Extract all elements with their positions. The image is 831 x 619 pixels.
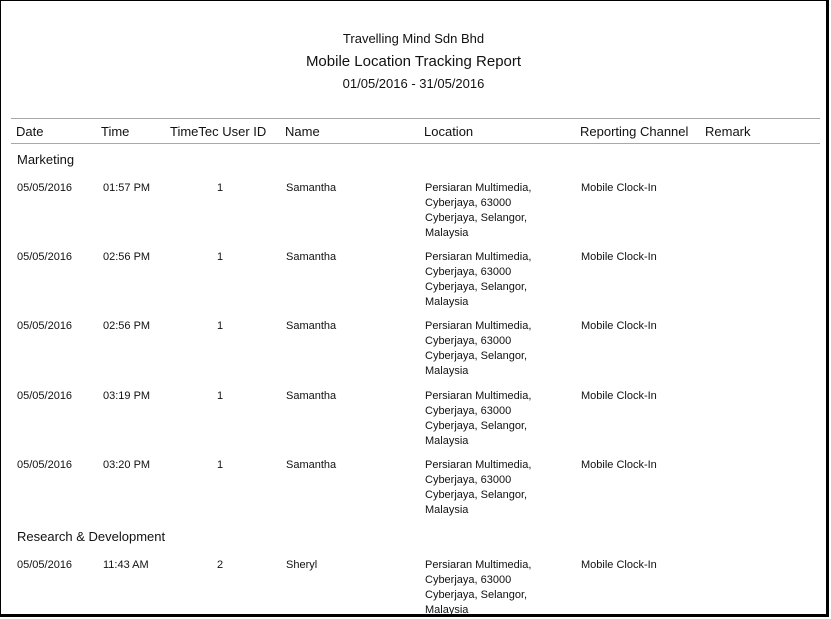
cell-reporting-channel: Mobile Clock-In <box>581 559 657 571</box>
cell-time: 03:20 PM <box>103 459 151 471</box>
cell-name: Sheryl <box>286 559 318 571</box>
cell-time: 03:19 PM <box>103 390 151 402</box>
cell-user-id: 1 <box>216 390 224 402</box>
cell-name: Samantha <box>286 320 337 332</box>
cell-time: 02:56 PM <box>103 320 151 332</box>
col-remark: Remark <box>705 124 751 139</box>
cell-location <box>425 389 565 449</box>
cell-date: 05/05/2016 <box>17 559 73 571</box>
cell-location <box>425 319 565 379</box>
location-line: Persiaran Multimedia, <box>425 251 532 263</box>
cell-user-id: 2 <box>216 559 224 571</box>
location-line: Persiaran Multimedia, <box>425 390 532 402</box>
location-line: Cyberjaya, Selangor, <box>425 489 528 501</box>
location-line: Cyberjaya, 63000 <box>425 405 512 417</box>
location-line: Persiaran Multimedia, <box>425 320 532 332</box>
cell-location <box>425 558 565 617</box>
location-line: Cyberjaya, Selangor, <box>425 589 528 601</box>
col-date: Date <box>16 124 44 139</box>
cell-date: 05/05/2016 <box>17 251 73 263</box>
cell-name: Samantha <box>286 182 337 194</box>
location-line: Malaysia <box>425 435 469 447</box>
location-line: Malaysia <box>425 365 469 377</box>
location-line: Cyberjaya, Selangor, <box>425 212 528 224</box>
cell-location <box>425 181 565 241</box>
group-title: Research & Development <box>17 529 166 544</box>
col-user-id: TimeTec User ID <box>170 124 267 139</box>
cell-location <box>425 250 565 310</box>
cell-date: 05/05/2016 <box>17 459 73 471</box>
cell-time: 02:56 PM <box>103 251 151 263</box>
report-period: 01/05/2016 - 31/05/2016 <box>342 76 485 91</box>
location-line: Cyberjaya, 63000 <box>425 574 512 586</box>
cell-reporting-channel: Mobile Clock-In <box>581 390 657 402</box>
cell-reporting-channel: Mobile Clock-In <box>581 251 657 263</box>
col-name: Name <box>285 124 320 139</box>
cell-name: Samantha <box>286 459 337 471</box>
col-time: Time <box>101 124 130 139</box>
location-line: Persiaran Multimedia, <box>425 459 532 471</box>
location-line: Cyberjaya, Selangor, <box>425 350 528 362</box>
cell-user-id: 1 <box>216 182 224 194</box>
location-line: Malaysia <box>425 296 469 308</box>
cell-user-id: 1 <box>216 459 224 471</box>
cell-date: 05/05/2016 <box>17 390 73 402</box>
location-line: Cyberjaya, 63000 <box>425 197 512 209</box>
location-line: Cyberjaya, 63000 <box>425 335 512 347</box>
cell-user-id: 1 <box>216 251 224 263</box>
location-line: Cyberjaya, 63000 <box>425 474 512 486</box>
cell-user-id: 1 <box>216 320 224 332</box>
location-line: Persiaran Multimedia, <box>425 182 532 194</box>
cell-reporting-channel: Mobile Clock-In <box>581 182 657 194</box>
location-line: Cyberjaya, Selangor, <box>425 420 528 432</box>
cell-reporting-channel: Mobile Clock-In <box>581 320 657 332</box>
cell-name: Samantha <box>286 390 337 402</box>
location-line: Cyberjaya, 63000 <box>425 266 512 278</box>
cell-time: 11:43 AM <box>103 559 149 571</box>
report-title: Mobile Location Tracking Report <box>305 53 522 70</box>
location-line: Malaysia <box>425 604 469 616</box>
col-reporting-channel: Reporting Channel <box>580 124 689 139</box>
location-line: Malaysia <box>425 504 469 516</box>
group-title: Marketing <box>17 152 75 167</box>
company-name: Travelling Mind Sdn Bhd <box>342 31 485 46</box>
cell-date: 05/05/2016 <box>17 182 73 194</box>
location-line: Cyberjaya, Selangor, <box>425 281 528 293</box>
cell-time: 01:57 PM <box>103 182 151 194</box>
cell-date: 05/05/2016 <box>17 320 73 332</box>
column-header-row <box>11 118 820 144</box>
cell-reporting-channel: Mobile Clock-In <box>581 459 657 471</box>
col-location: Location <box>424 124 474 139</box>
cell-location <box>425 458 565 518</box>
cell-name: Samantha <box>286 251 337 263</box>
location-line: Persiaran Multimedia, <box>425 559 532 571</box>
location-line: Malaysia <box>425 227 469 239</box>
